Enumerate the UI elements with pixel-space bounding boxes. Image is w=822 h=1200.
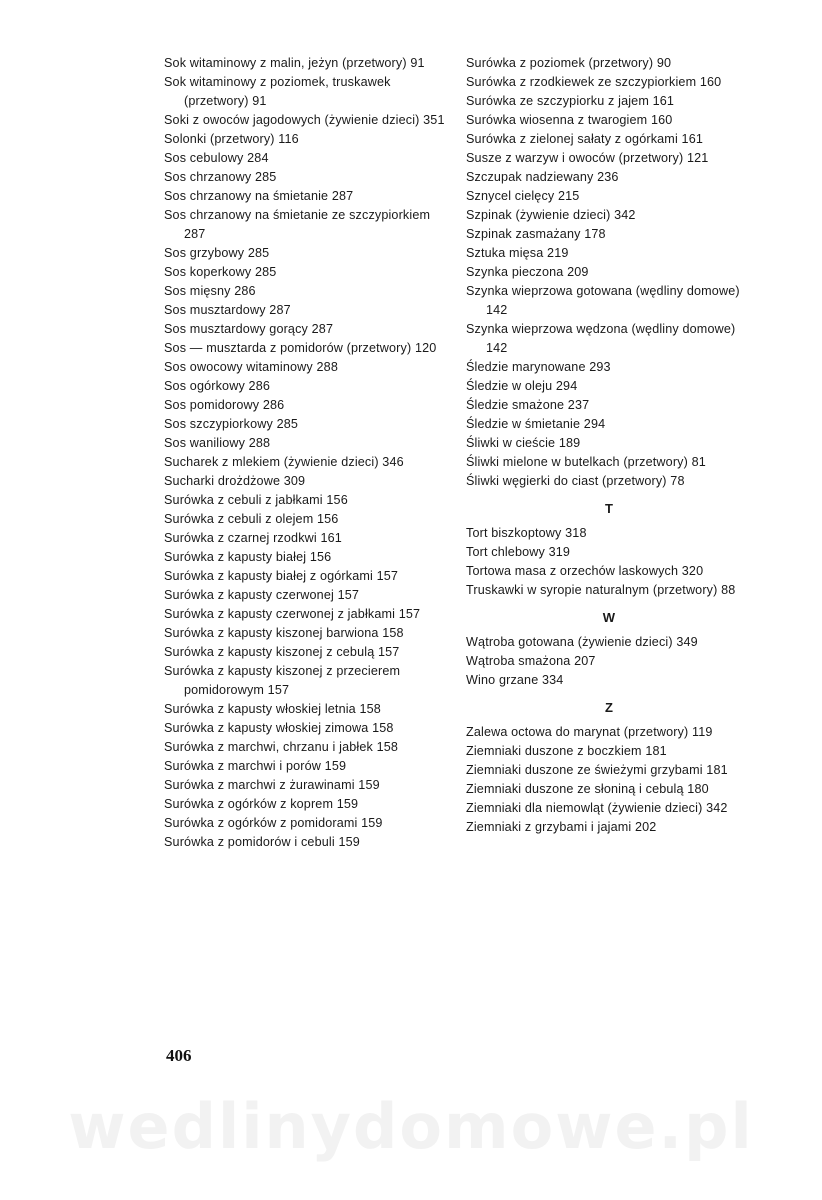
index-entry: Surówka z cebuli z jabłkami 156	[164, 493, 348, 507]
index-entry: Soki z owoców jagodowych (żywienie dzieci) 351	[164, 113, 445, 127]
index-entry: Szynka pieczona 209	[466, 265, 589, 279]
index-entry: Surówka z pomidorów i cebuli 159	[164, 835, 360, 849]
index-entry: Sos — musztarda z pomidorów (przetwory) 120	[164, 341, 437, 355]
index-entry: Sok witaminowy z poziomek, truskawek (przetwory) 91	[164, 75, 391, 108]
section-heading-w: W	[602, 610, 616, 625]
index-entry: Sos mięsny 286	[164, 284, 256, 298]
index-entry: Surówka z marchwi, chrzanu i jabłek 158	[164, 740, 399, 754]
index-entry: Sos waniliowy 288	[164, 436, 271, 450]
index-entry: Sos ogórkowy 286	[164, 379, 271, 393]
index-entry: Sos grzybowy 285	[164, 246, 270, 260]
index-entry: Sos pomidorowy 286	[164, 398, 285, 412]
index-entry: Śledzie w oleju 294	[466, 379, 578, 393]
index-entry: Surówka z kapusty kiszonej z przecierem pomidorowym 157	[164, 664, 401, 697]
index-entry: Śledzie marynowane 293	[466, 360, 611, 374]
index-entry: Surówka z poziomek (przetwory) 90	[466, 56, 672, 70]
index-entry: Ziemniaki duszone ze świeżymi grzybami 181	[466, 763, 728, 777]
index-entry: Surówka z kapusty białej z ogórkami 157	[164, 569, 399, 583]
index-entry: Śliwki mielone w butelkach (przetwory) 81	[466, 455, 706, 469]
index-entry: Surówka z marchwi i porów 159	[164, 759, 347, 773]
index-entry: Wątroba smażona 207	[466, 654, 596, 668]
index-entry: Surówka z rzodkiewek ze szczypiorkiem 160	[466, 75, 722, 89]
index-entry: Surówka z kapusty czerwonej z jabłkami 157	[164, 607, 421, 621]
index-entry: Tortowa masa z orzechów laskowych 320	[466, 564, 704, 578]
index-entry: Sucharek z mlekiem (żywienie dzieci) 346	[164, 455, 404, 469]
index-entry: Susze z warzyw i owoców (przetwory) 121	[466, 151, 709, 165]
index-entry: Szpinak zasmażany 178	[466, 227, 606, 241]
index-entry: Śliwki węgierki do ciast (przetwory) 78	[466, 474, 685, 488]
index-entry: Tort biszkoptowy 318	[466, 526, 587, 540]
index-entry: Szczupak nadziewany 236	[466, 170, 619, 184]
index-entry: Sok witaminowy z malin, jeżyn (przetwory) 91	[164, 56, 425, 70]
page-number: 406	[166, 1046, 192, 1065]
index-entry: Szpinak (żywienie dzieci) 342	[466, 208, 636, 222]
index-entry: Tort chlebowy 319	[466, 545, 571, 559]
index-entry: Sztuka mięsa 219	[466, 246, 569, 260]
section-heading-t: T	[604, 501, 614, 516]
index-entry: Surówka z kapusty włoskiej zimowa 158	[164, 721, 394, 735]
index-entry: Wino grzane 334	[466, 673, 564, 687]
index-entry: Surówka z kapusty czerwonej 157	[164, 588, 360, 602]
index-entry: Surówka z kapusty białej 156	[164, 550, 332, 564]
index-entry: Surówka z zielonej sałaty z ogórkami 161	[466, 132, 703, 146]
index-entry: Truskawki w syropie naturalnym (przetwory) 88	[466, 583, 736, 597]
index-entry: Surówka z cebuli z olejem 156	[164, 512, 339, 526]
index-entry: Surówka ze szczypiorku z jajem 161	[466, 94, 675, 108]
index-entry: Sos cebulowy 284	[164, 151, 269, 165]
index-entry: Sznycel cielęcy 215	[466, 189, 580, 203]
index-entry: Sos szczypiorkowy 285	[164, 417, 299, 431]
index-entry: Ziemniaki z grzybami i jajami 202	[466, 820, 657, 834]
watermark: wedlinydomowe.pl	[68, 1090, 754, 1163]
index-entry: Śledzie smażone 237	[466, 398, 590, 412]
index-entry: Sos chrzanowy na śmietanie 287	[164, 189, 354, 203]
index-entry: Surówka z kapusty kiszonej z cebulą 157	[164, 645, 400, 659]
index-entry: Szynka wieprzowa gotowana (wędliny domowe) 142	[466, 284, 740, 317]
index-entry: Surówka z kapusty włoskiej letnia 158	[164, 702, 381, 716]
index-entry: Surówka z ogórków z pomidorami 159	[164, 816, 383, 830]
index-entry: Sucharki drożdżowe 309	[164, 474, 306, 488]
index-entry: Sos musztardowy gorący 287	[164, 322, 334, 336]
index-entry: Solonki (przetwory) 116	[164, 132, 299, 146]
index-entry: Ziemniaki duszone ze słoniną i cebulą 180	[466, 782, 709, 796]
index-entry: Surówka z czarnej rzodkwi 161	[164, 531, 342, 545]
index-entry: Śliwki w cieście 189	[466, 436, 581, 450]
index-entry: Sos koperkowy 285	[164, 265, 277, 279]
index-column-right	[466, 54, 752, 837]
index-entry: Sos chrzanowy 285	[164, 170, 277, 184]
index-entry: Sos owocowy witaminowy 288	[164, 360, 338, 374]
index-entry: Ziemniaki dla niemowląt (żywienie dzieci) 342	[466, 801, 728, 815]
index-entry: Szynka wieprzowa wędzona (wędliny domowe) 142	[466, 322, 736, 355]
index-entry: Surówka z kapusty kiszonej barwiona 158	[164, 626, 404, 640]
section-heading-z: Z	[604, 700, 614, 715]
index-entry: Surówka z ogórków z koprem 159	[164, 797, 359, 811]
index-entry: Sos musztardowy 287	[164, 303, 291, 317]
index-entry: Śledzie w śmietanie 294	[466, 417, 606, 431]
index-entry: Wątroba gotowana (żywienie dzieci) 349	[466, 635, 698, 649]
index-entry: Sos chrzanowy na śmietanie ze szczypiorkiem 287	[164, 208, 431, 241]
index-column-left	[164, 54, 446, 852]
index-entry: Surówka wiosenna z twarogiem 160	[466, 113, 673, 127]
index-entry: Zalewa octowa do marynat (przetwory) 119	[466, 725, 713, 739]
index-entry: Ziemniaki duszone z boczkiem 181	[466, 744, 667, 758]
index-entry: Surówka z marchwi z żurawinami 159	[164, 778, 380, 792]
